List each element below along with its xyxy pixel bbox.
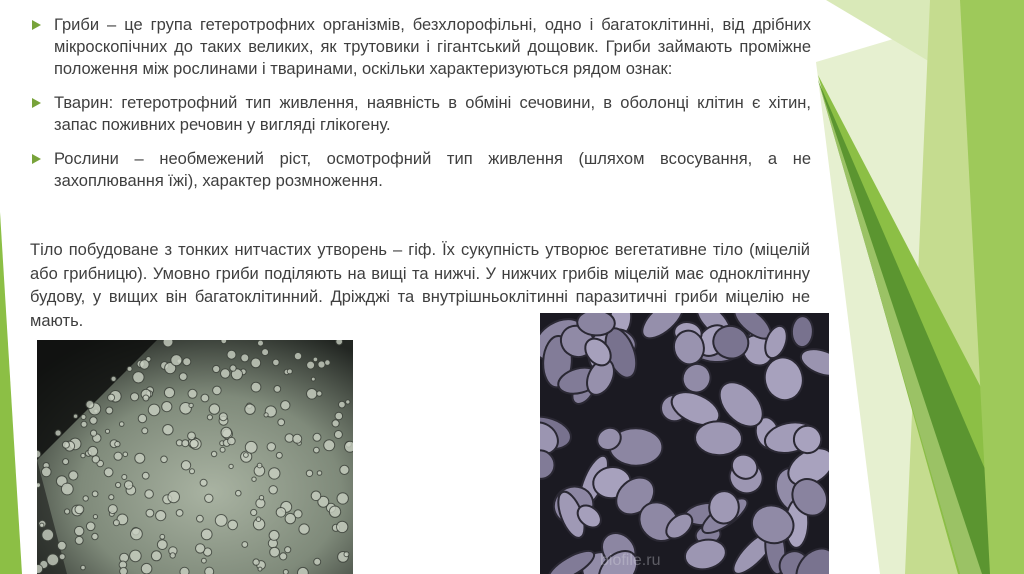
bullet-text: Тварин: гетеротрофний тип живлення, наявність в обміні сечовини, в оболонці клітин є хітин, запас поживних речовин у вигляді глікогену. (54, 94, 811, 134)
bullet-item-3 (28, 148, 811, 192)
bullet-arrow-icon (32, 98, 41, 108)
watermark: biofile.ru (600, 552, 661, 569)
body-paragraph: Тіло побудоване з тонких нитчастих утворень – гіф. Їх сукупність утворює вегетативне тіло (міцелій або грибницю). Умовно гриби поділяють на вищі та нижчі. У нижчих грибів міцелій має одноклітинну будову, у вищих він багатоклітинний. Дріжджі та внутрішньоклітинні паразитичні гриби міцелію не мають. (30, 241, 810, 330)
bullet-arrow-icon (32, 154, 41, 164)
bullet-item-2 (28, 92, 811, 136)
left-green-stripe (0, 212, 22, 574)
sem-yeast-photo (540, 313, 829, 574)
bullet-text: Гриби – це група гетеротрофних організмів, безхлорофільні, одно і багатоклітинні, від дрібних мікроскопічних до таких великих, як трутовики і гігантський дощовик. Гриби займають проміжне положення між рослинами і тваринами, оскільки характеризуються рядом ознак: (54, 16, 811, 78)
bullet-text: Рослини – необмежений ріст, осмотрофний тип живлення (шляхом всосування, а не захоплювання їжі), характер розмноження. (54, 150, 811, 190)
bullet-item-1 (28, 14, 811, 80)
bullet-list (28, 14, 811, 204)
microscope-yeast-photo (37, 340, 353, 574)
bullet-arrow-icon (32, 20, 41, 30)
